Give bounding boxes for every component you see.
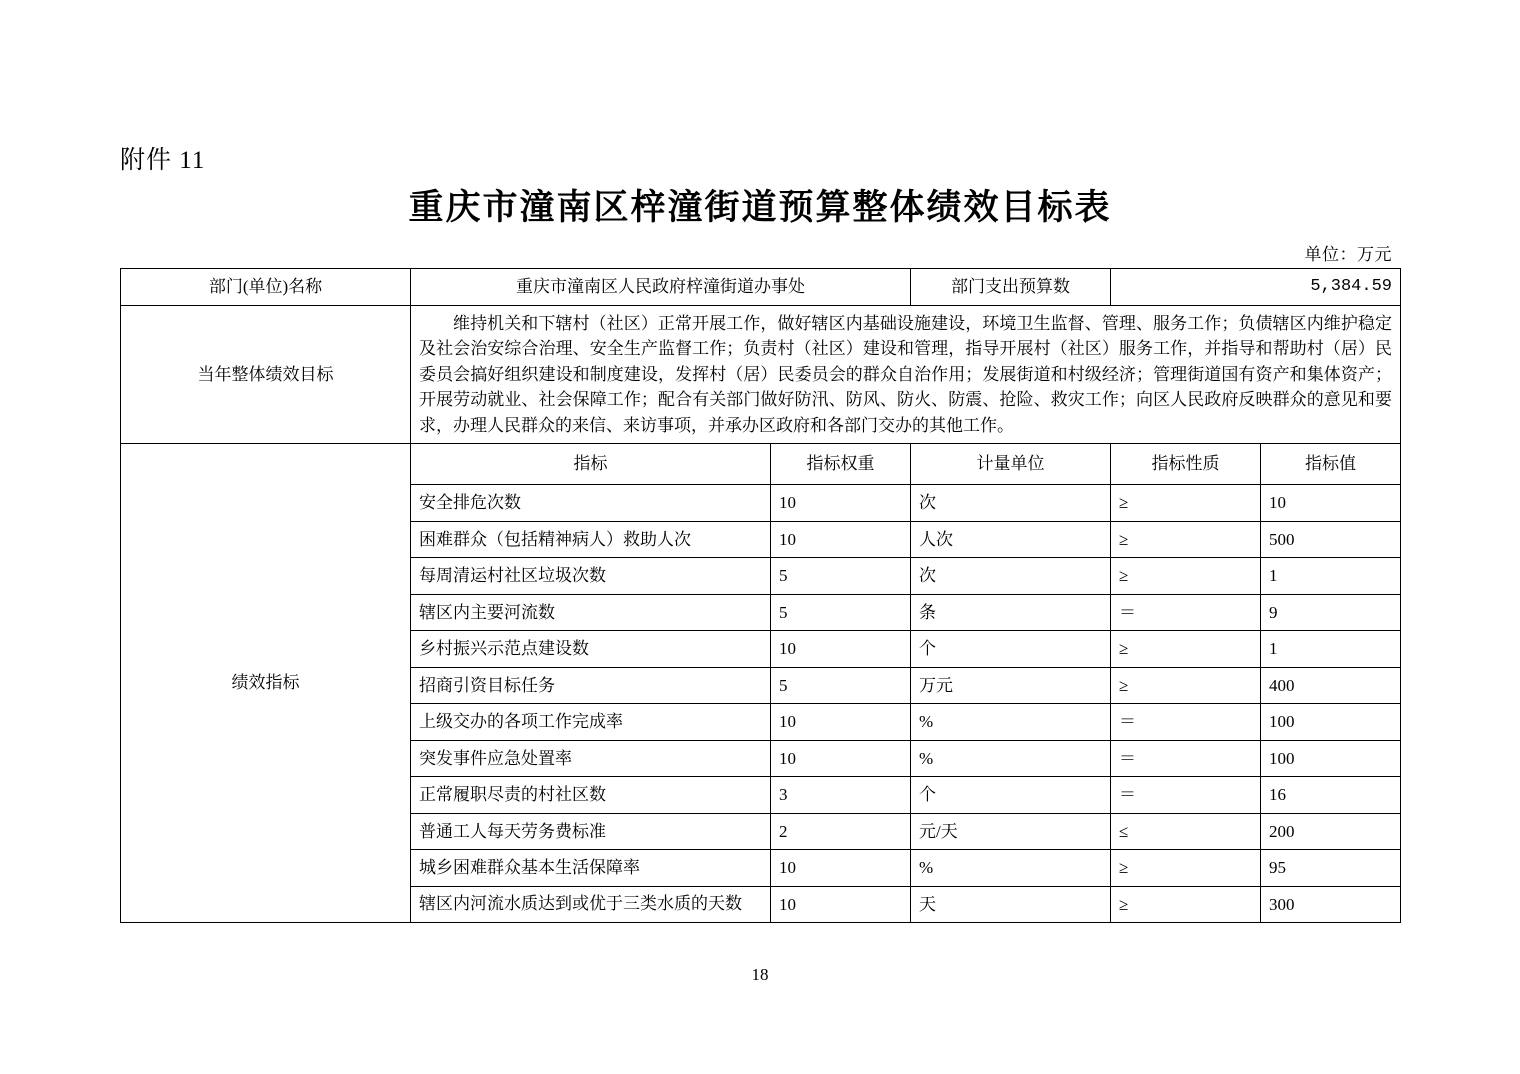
col-header-nature: 指标性质 (1111, 444, 1261, 485)
indicator-nature: ≥ (1111, 485, 1261, 522)
indicator-value: 400 (1261, 667, 1401, 704)
indicator-section-label: 绩效指标 (121, 444, 411, 923)
indicator-value: 10 (1261, 485, 1401, 522)
indicator-nature: ＝ (1111, 777, 1261, 814)
indicator-nature: ≥ (1111, 850, 1261, 887)
attachment-label: 附件 11 (120, 147, 206, 174)
indicator-weight: 10 (771, 704, 911, 741)
col-header-indicator: 指标 (411, 444, 771, 485)
indicator-nature: ≥ (1111, 558, 1261, 595)
indicator-nature: ≤ (1111, 813, 1261, 850)
indicator-unit: 元/天 (911, 813, 1111, 850)
indicator-unit: 个 (911, 631, 1111, 668)
indicator-weight: 10 (771, 521, 911, 558)
indicator-name: 安全排危次数 (411, 485, 771, 522)
indicator-name: 招商引资目标任务 (411, 667, 771, 704)
page-number: 18 (751, 965, 769, 984)
indicator-name: 城乡困难群众基本生活保障率 (411, 850, 771, 887)
indicator-unit: 次 (911, 558, 1111, 595)
indicator-name: 突发事件应急处置率 (411, 740, 771, 777)
indicator-name: 正常履职尽责的村社区数 (411, 777, 771, 814)
indicator-value: 300 (1261, 886, 1401, 923)
indicator-nature: ＝ (1111, 740, 1261, 777)
indicator-unit: % (911, 740, 1111, 777)
annual-goal-text-cell (411, 305, 1401, 444)
indicator-unit: 万元 (911, 667, 1111, 704)
indicator-nature: ≥ (1111, 521, 1261, 558)
col-header-weight: 指标权重 (771, 444, 911, 485)
indicator-weight: 5 (771, 667, 911, 704)
indicator-unit: 个 (911, 777, 1111, 814)
performance-goal-table-wrapper (120, 268, 1400, 923)
indicator-value: 100 (1261, 740, 1401, 777)
indicator-weight: 5 (771, 558, 911, 595)
indicator-weight: 2 (771, 813, 911, 850)
indicator-unit: 人次 (911, 521, 1111, 558)
annual-goal-text: 维持机关和下辖村（社区）正常开展工作，做好辖区内基础设施建设，环境卫生监督、管理、服务工作；负债辖区内维护稳定及社会治安综合治理、安全生产监督工作；负责村（社区）建设和管理，指导开展村（社区）服务工作，并指导和帮助村（居）民委员会搞好组织建设和制度建设，发挥村（居）民委员会的群众自治作用；发展街道和村级经济；管理街道国有资产和集体资产；开展劳动就业、社会保障工作；配合有关部门做好防汛、防风、防火、防震、抢险、救灾工作；向区人民政府反映群众的意见和要求，办理人民群众的来信、来访事项，并承办区政府和各部门交办的其他工作。 (419, 313, 1392, 435)
col-header-unit: 计量单位 (911, 444, 1111, 485)
indicator-value: 95 (1261, 850, 1401, 887)
annual-goal-label: 当年整体绩效目标 (121, 305, 411, 444)
indicator-weight: 10 (771, 850, 911, 887)
table-row-indicator-header (121, 444, 1401, 485)
indicator-nature: ≥ (1111, 667, 1261, 704)
indicator-name: 乡村振兴示范点建设数 (411, 631, 771, 668)
page-title: 重庆市潼南区梓潼街道预算整体绩效目标表 (408, 188, 1112, 227)
unit-note: 单位：万元 (1304, 245, 1392, 264)
indicator-name: 困难群众（包括精神病人）救助人次 (411, 521, 771, 558)
indicator-nature: ＝ (1111, 704, 1261, 741)
indicator-name: 上级交办的各项工作完成率 (411, 704, 771, 741)
dept-name-value: 重庆市潼南区人民政府梓潼街道办事处 (411, 269, 911, 306)
indicator-weight: 3 (771, 777, 911, 814)
indicator-weight: 10 (771, 631, 911, 668)
indicator-weight: 5 (771, 594, 911, 631)
indicator-nature: ≥ (1111, 631, 1261, 668)
indicator-nature: ＝ (1111, 594, 1261, 631)
indicator-name: 辖区内主要河流数 (411, 594, 771, 631)
indicator-value: 200 (1261, 813, 1401, 850)
indicator-weight: 10 (771, 886, 911, 923)
budget-value: 5,384.59 (1111, 269, 1401, 306)
indicator-unit: % (911, 850, 1111, 887)
indicator-weight: 10 (771, 740, 911, 777)
indicator-unit: 条 (911, 594, 1111, 631)
budget-label: 部门支出预算数 (911, 269, 1111, 306)
table-row-department (121, 269, 1401, 306)
performance-goal-table (120, 268, 1401, 923)
indicator-name: 普通工人每天劳务费标准 (411, 813, 771, 850)
table-row-annual-goal (121, 305, 1401, 444)
indicator-value: 100 (1261, 704, 1401, 741)
indicator-value: 16 (1261, 777, 1401, 814)
indicator-weight: 10 (771, 485, 911, 522)
indicator-value: 9 (1261, 594, 1401, 631)
indicator-value: 1 (1261, 558, 1401, 595)
col-header-value: 指标值 (1261, 444, 1401, 485)
indicator-nature: ≥ (1111, 886, 1261, 923)
indicator-value: 500 (1261, 521, 1401, 558)
indicator-unit: 次 (911, 485, 1111, 522)
dept-name-label: 部门(单位)名称 (121, 269, 411, 306)
indicator-name: 每周清运村社区垃圾次数 (411, 558, 771, 595)
indicator-unit: 天 (911, 886, 1111, 923)
indicator-unit: % (911, 704, 1111, 741)
indicator-name: 辖区内河流水质达到或优于三类水质的天数 (411, 886, 771, 923)
indicator-value: 1 (1261, 631, 1401, 668)
